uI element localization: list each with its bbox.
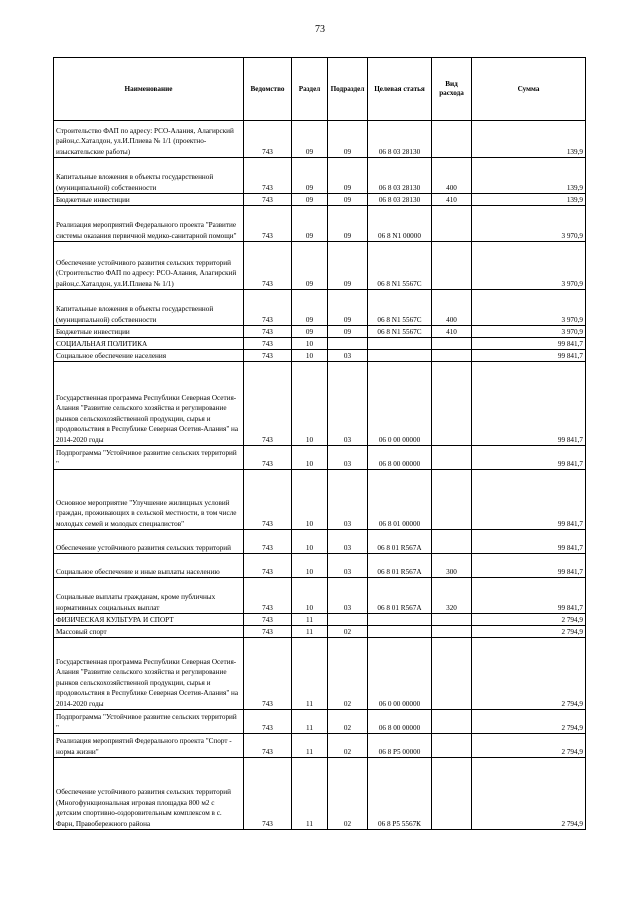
cell-dept: 743 bbox=[244, 614, 292, 626]
table-row bbox=[54, 578, 586, 614]
cell-section: 09 bbox=[292, 290, 328, 326]
cell-subsection: 02 bbox=[328, 734, 368, 758]
cell-section: 10 bbox=[292, 362, 328, 446]
table-row bbox=[54, 326, 586, 338]
cell-target: 06 8 00 00000 bbox=[368, 446, 432, 470]
cell-target: 06 8 N1 5567C bbox=[368, 242, 432, 290]
cell-subsection: 02 bbox=[328, 710, 368, 734]
cell-sum: 2 794,9 bbox=[472, 626, 586, 638]
cell-dept: 743 bbox=[244, 338, 292, 350]
table-row bbox=[54, 710, 586, 734]
budget-table bbox=[53, 57, 586, 830]
cell-sum: 139,9 bbox=[472, 121, 586, 158]
cell-type bbox=[432, 242, 472, 290]
cell-target: 06 8 N1 00000 bbox=[368, 206, 432, 242]
cell-subsection bbox=[328, 338, 368, 350]
cell-subsection: 03 bbox=[328, 362, 368, 446]
cell-sum: 3 970,9 bbox=[472, 326, 586, 338]
cell-sum: 139,9 bbox=[472, 158, 586, 194]
cell-type bbox=[432, 626, 472, 638]
cell-name: Обеспечение устойчивого развития сельских территорий bbox=[54, 530, 244, 554]
header-type: Вид расхода bbox=[432, 58, 472, 121]
cell-target: 06 8 03 28130 bbox=[368, 121, 432, 158]
cell-dept: 743 bbox=[244, 242, 292, 290]
cell-type: 400 bbox=[432, 290, 472, 326]
cell-sum: 99 841,7 bbox=[472, 470, 586, 530]
cell-subsection: 09 bbox=[328, 242, 368, 290]
cell-target: 06 8 03 28130 bbox=[368, 158, 432, 194]
header-name: Наименование bbox=[54, 58, 244, 121]
cell-dept: 743 bbox=[244, 638, 292, 710]
cell-dept: 743 bbox=[244, 710, 292, 734]
table-row bbox=[54, 626, 586, 638]
cell-sum: 99 841,7 bbox=[472, 578, 586, 614]
cell-name: Подпрограмма "Устойчивое развитие сельских территорий " bbox=[54, 446, 244, 470]
cell-type bbox=[432, 470, 472, 530]
table-row bbox=[54, 530, 586, 554]
cell-name: Бюджетные инвестиции bbox=[54, 326, 244, 338]
cell-name: Обеспечение устойчивого развития сельских территорий (Строительство ФАП по адресу: РСО-Алания, Алагирский район,с.Хаталдон, ул.И.Плиева № 1/1) bbox=[54, 242, 244, 290]
cell-name: Социальное обеспечение населения bbox=[54, 350, 244, 362]
cell-section: 11 bbox=[292, 614, 328, 626]
cell-dept: 743 bbox=[244, 470, 292, 530]
cell-name: Реализация мероприятий Федерального проекта "Развитие системы оказания первичной медико-санитарной помощи" bbox=[54, 206, 244, 242]
cell-dept: 743 bbox=[244, 446, 292, 470]
cell-subsection: 09 bbox=[328, 121, 368, 158]
cell-sum: 99 841,7 bbox=[472, 554, 586, 578]
cell-section: 10 bbox=[292, 578, 328, 614]
cell-name: Обеспечение устойчивого развития сельских территорий (Многофункциональная игровая площадка 800 м2 с детским спортивно-оздоровительным комплексом в с. Фарн, Правобережного района bbox=[54, 758, 244, 830]
cell-dept: 743 bbox=[244, 326, 292, 338]
cell-sum: 2 794,9 bbox=[472, 638, 586, 710]
cell-section: 11 bbox=[292, 638, 328, 710]
cell-subsection: 09 bbox=[328, 158, 368, 194]
cell-target: 06 0 00 00000 bbox=[368, 638, 432, 710]
table-row bbox=[54, 758, 586, 830]
table-row bbox=[54, 158, 586, 194]
cell-sum: 3 970,9 bbox=[472, 242, 586, 290]
cell-type: 410 bbox=[432, 326, 472, 338]
table-row bbox=[54, 614, 586, 626]
header-sum: Сумма bbox=[472, 58, 586, 121]
cell-target: 06 8 03 28130 bbox=[368, 194, 432, 206]
cell-section: 10 bbox=[292, 530, 328, 554]
cell-subsection: 02 bbox=[328, 758, 368, 830]
cell-name: Государственная программа Республики Северная Осетия-Алания "Развитие сельского хозяйства и регулирование рынков сельскохозяйственной продукции, сырья и продовольствия в Республике Северная Осетия-Алания" на 2014-2020 годы bbox=[54, 362, 244, 446]
cell-section: 09 bbox=[292, 158, 328, 194]
cell-sum: 2 794,9 bbox=[472, 614, 586, 626]
table-row bbox=[54, 290, 586, 326]
cell-type bbox=[432, 710, 472, 734]
table-row bbox=[54, 470, 586, 530]
cell-sum: 99 841,7 bbox=[472, 350, 586, 362]
cell-subsection: 03 bbox=[328, 470, 368, 530]
cell-dept: 743 bbox=[244, 734, 292, 758]
header-subsection: Подраздел bbox=[328, 58, 368, 121]
table-row bbox=[54, 638, 586, 710]
cell-name: Основное мероприятие "Улучшение жилищных условий граждан, проживающих в сельской местности, в том числе молодых семей и молодых специалистов" bbox=[54, 470, 244, 530]
cell-target: 06 8 01 R567A bbox=[368, 554, 432, 578]
cell-sum: 3 970,9 bbox=[472, 206, 586, 242]
cell-name: Государственная программа Республики Северная Осетия-Алания "Развитие сельского хозяйства и регулирование рынков сельскохозяйственной продукции, сырья и продовольствия в Республике Северная Осетия-Алания" на 2014-2020 годы bbox=[54, 638, 244, 710]
cell-dept: 743 bbox=[244, 194, 292, 206]
cell-dept: 743 bbox=[244, 530, 292, 554]
cell-target: 06 8 01 R567A bbox=[368, 578, 432, 614]
cell-target: 06 8 01 00000 bbox=[368, 470, 432, 530]
cell-type bbox=[432, 121, 472, 158]
cell-subsection: 09 bbox=[328, 290, 368, 326]
cell-sum: 3 970,9 bbox=[472, 290, 586, 326]
page-number: 73 bbox=[315, 24, 325, 35]
cell-name: Бюджетные инвестиции bbox=[54, 194, 244, 206]
cell-type: 410 bbox=[432, 194, 472, 206]
cell-section: 09 bbox=[292, 194, 328, 206]
cell-type: 300 bbox=[432, 554, 472, 578]
cell-subsection: 03 bbox=[328, 530, 368, 554]
cell-target bbox=[368, 626, 432, 638]
cell-subsection: 02 bbox=[328, 626, 368, 638]
cell-name: Подпрограмма "Устойчивое развитие сельских территорий " bbox=[54, 710, 244, 734]
cell-type bbox=[432, 614, 472, 626]
cell-dept: 743 bbox=[244, 206, 292, 242]
cell-type bbox=[432, 446, 472, 470]
cell-type bbox=[432, 638, 472, 710]
cell-section: 10 bbox=[292, 338, 328, 350]
cell-section: 09 bbox=[292, 206, 328, 242]
cell-name: Социальное обеспечение и иные выплаты населению bbox=[54, 554, 244, 578]
cell-subsection: 09 bbox=[328, 206, 368, 242]
cell-type bbox=[432, 350, 472, 362]
cell-type bbox=[432, 734, 472, 758]
cell-dept: 743 bbox=[244, 626, 292, 638]
table-row bbox=[54, 362, 586, 446]
cell-target: 06 8 00 00000 bbox=[368, 710, 432, 734]
cell-subsection: 09 bbox=[328, 194, 368, 206]
table-row bbox=[54, 206, 586, 242]
cell-name: Реализация мероприятий Федерального проекта "Спорт - норма жизни" bbox=[54, 734, 244, 758]
cell-name: Массовый спорт bbox=[54, 626, 244, 638]
cell-name: Капитальные вложения в объекты государственной (муниципальной) собственности bbox=[54, 290, 244, 326]
cell-target: 06 0 00 00000 bbox=[368, 362, 432, 446]
table-row bbox=[54, 121, 586, 158]
cell-subsection: 03 bbox=[328, 350, 368, 362]
cell-type: 320 bbox=[432, 578, 472, 614]
cell-sum: 99 841,7 bbox=[472, 362, 586, 446]
cell-sum: 2 794,9 bbox=[472, 710, 586, 734]
table-row bbox=[54, 242, 586, 290]
cell-dept: 743 bbox=[244, 578, 292, 614]
cell-target bbox=[368, 338, 432, 350]
cell-subsection: 09 bbox=[328, 326, 368, 338]
cell-dept: 743 bbox=[244, 362, 292, 446]
cell-type bbox=[432, 758, 472, 830]
cell-sum: 99 841,7 bbox=[472, 338, 586, 350]
table-row bbox=[54, 338, 586, 350]
header-dept: Ведомство bbox=[244, 58, 292, 121]
table-body bbox=[54, 121, 586, 830]
table-row bbox=[54, 446, 586, 470]
cell-name: Капитальные вложения в объекты государственной (муниципальной) собственности bbox=[54, 158, 244, 194]
cell-dept: 743 bbox=[244, 121, 292, 158]
cell-section: 10 bbox=[292, 554, 328, 578]
cell-type bbox=[432, 206, 472, 242]
cell-target: 06 8 N1 5567C bbox=[368, 326, 432, 338]
cell-name: Строительство ФАП по адресу: РСО-Алания, Алагирский район,с.Хаталдон, ул.И.Плиева № 1/1 (проектно-изыскательские работы) bbox=[54, 121, 244, 158]
header-section: Раздел bbox=[292, 58, 328, 121]
cell-target: 06 8 P5 5567К bbox=[368, 758, 432, 830]
cell-sum: 99 841,7 bbox=[472, 446, 586, 470]
cell-target bbox=[368, 614, 432, 626]
cell-subsection: 03 bbox=[328, 554, 368, 578]
table-row bbox=[54, 194, 586, 206]
table-row bbox=[54, 350, 586, 362]
cell-name: Социальные выплаты гражданам, кроме публичных нормативных социальных выплат bbox=[54, 578, 244, 614]
cell-target bbox=[368, 350, 432, 362]
cell-section: 09 bbox=[292, 326, 328, 338]
table-header-row bbox=[54, 58, 586, 121]
cell-section: 10 bbox=[292, 350, 328, 362]
cell-type: 400 bbox=[432, 158, 472, 194]
cell-name: СОЦИАЛЬНАЯ ПОЛИТИКА bbox=[54, 338, 244, 350]
cell-type bbox=[432, 362, 472, 446]
header-target: Целевая статья bbox=[368, 58, 432, 121]
table-row bbox=[54, 554, 586, 578]
cell-target: 06 8 P5 00000 bbox=[368, 734, 432, 758]
cell-sum: 139,9 bbox=[472, 194, 586, 206]
cell-name: ФИЗИЧЕСКАЯ КУЛЬТУРА И СПОРТ bbox=[54, 614, 244, 626]
cell-sum: 99 841,7 bbox=[472, 530, 586, 554]
cell-section: 11 bbox=[292, 710, 328, 734]
cell-target: 06 8 N1 5567C bbox=[368, 290, 432, 326]
cell-subsection: 02 bbox=[328, 638, 368, 710]
cell-type bbox=[432, 530, 472, 554]
cell-dept: 743 bbox=[244, 350, 292, 362]
cell-sum: 2 794,9 bbox=[472, 758, 586, 830]
cell-section: 11 bbox=[292, 734, 328, 758]
table-row bbox=[54, 734, 586, 758]
cell-subsection: 03 bbox=[328, 578, 368, 614]
cell-type bbox=[432, 338, 472, 350]
cell-section: 09 bbox=[292, 121, 328, 158]
cell-section: 10 bbox=[292, 470, 328, 530]
cell-target: 06 8 01 R567A bbox=[368, 530, 432, 554]
cell-dept: 743 bbox=[244, 158, 292, 194]
cell-dept: 743 bbox=[244, 758, 292, 830]
cell-section: 11 bbox=[292, 758, 328, 830]
cell-subsection: 03 bbox=[328, 446, 368, 470]
cell-section: 11 bbox=[292, 626, 328, 638]
cell-dept: 743 bbox=[244, 290, 292, 326]
cell-sum: 2 794,9 bbox=[472, 734, 586, 758]
cell-section: 10 bbox=[292, 446, 328, 470]
cell-section: 09 bbox=[292, 242, 328, 290]
cell-subsection bbox=[328, 614, 368, 626]
cell-dept: 743 bbox=[244, 554, 292, 578]
